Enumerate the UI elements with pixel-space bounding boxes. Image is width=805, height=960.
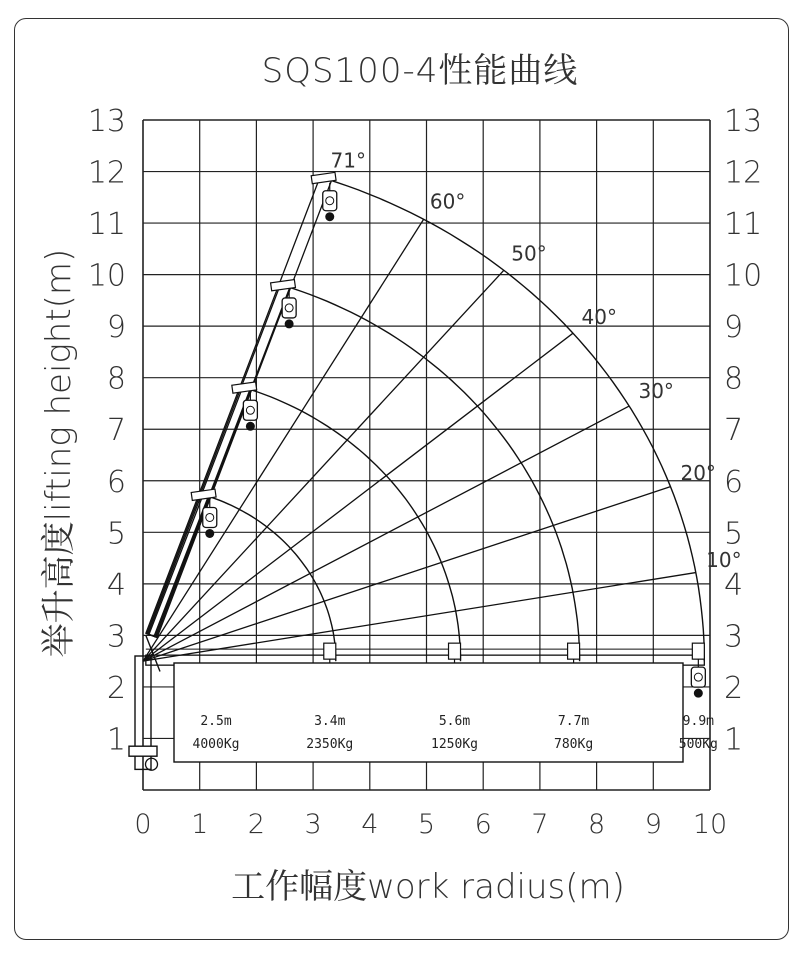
y-tick-label-left: 5 <box>106 516 126 552</box>
y-tick-label-right: 11 <box>724 207 763 243</box>
y-tick-label-right: 5 <box>724 516 744 552</box>
hook-pulley <box>203 507 217 527</box>
x-tick-label: 4 <box>361 809 379 840</box>
hook-weight <box>694 689 703 698</box>
angle-label: 60° <box>429 189 466 214</box>
y-tick-label-left: 4 <box>106 567 126 603</box>
hook-weight <box>285 319 294 328</box>
load-table-radius: 2.5m <box>200 714 232 729</box>
y-tick-label-right: 3 <box>724 619 744 655</box>
load-table-load: 4000Kg <box>192 737 240 752</box>
y-tick-label-right: 9 <box>724 310 744 346</box>
boom-tip <box>324 643 336 659</box>
y-tick-label-right: 2 <box>724 670 744 706</box>
boom-head <box>191 489 216 500</box>
y-tick-label-right: 7 <box>724 413 744 449</box>
angle-label: 30° <box>638 379 674 404</box>
hook-block <box>243 392 257 431</box>
hook-pulley <box>243 400 257 420</box>
y-tick-label-right: 10 <box>724 258 763 294</box>
angle-label: 10° <box>706 548 742 573</box>
x-axis-label: 工作幅度work radius(m) <box>231 867 625 907</box>
angle-ray <box>143 270 504 661</box>
x-tick-label: 3 <box>304 809 322 840</box>
boom-arc <box>206 496 336 662</box>
hook-pulley <box>323 191 337 211</box>
hook-weight <box>205 529 214 538</box>
x-tick-label: 1 <box>191 809 209 840</box>
angle-ray <box>143 573 696 662</box>
x-tick-label: 6 <box>474 809 492 840</box>
boom-head <box>271 280 296 291</box>
y-tick-label-right: 8 <box>724 361 744 397</box>
crane-base <box>129 746 157 756</box>
load-table-radius: 5.6m <box>438 714 471 729</box>
hook-block <box>323 183 337 222</box>
chart-title: SQS100-4性能曲线 <box>261 51 579 91</box>
load-table-radius: 9.9m <box>682 714 714 729</box>
load-table-radius: 7.7m <box>557 714 590 729</box>
y-tick-label-right: 13 <box>724 104 763 139</box>
hook-weight <box>325 212 334 221</box>
y-axis-label: 举升高度lifting height(m) <box>39 248 79 658</box>
y-tick-label-right: 6 <box>724 464 744 500</box>
y-tick-label-left: 2 <box>106 670 126 706</box>
hook-weight <box>246 422 255 431</box>
y-tick-label-right: 4 <box>724 567 744 603</box>
x-tick-label: 8 <box>588 809 606 840</box>
boom-arc <box>285 286 579 661</box>
load-table-radius: 3.4m <box>314 714 346 729</box>
angle-label: 71° <box>330 148 366 173</box>
boom-tip <box>449 643 461 659</box>
x-tick-label: 2 <box>247 809 265 840</box>
x-tick-label: 0 <box>134 809 152 840</box>
y-tick-label-right: 12 <box>724 155 763 191</box>
load-table-load: 2350Kg <box>306 737 354 752</box>
y-tick-label-left: 8 <box>106 361 126 397</box>
load-table-box <box>174 663 683 762</box>
y-tick-label-left: 1 <box>106 722 126 758</box>
y-tick-label-left: 11 <box>87 207 126 243</box>
boom-tip <box>568 643 580 659</box>
x-tick-label: 10 <box>692 809 728 840</box>
y-tick-label-left: 12 <box>87 155 126 191</box>
hook-pulley <box>691 667 705 687</box>
load-table-load: 1250Kg <box>431 737 479 752</box>
y-tick-label-left: 13 <box>87 104 126 139</box>
y-tick-label-left: 3 <box>106 619 126 655</box>
hook-pulley <box>282 298 296 318</box>
boom-head <box>311 172 336 183</box>
x-tick-label: 5 <box>417 809 436 840</box>
x-tick-label: 7 <box>531 809 549 840</box>
boom-head <box>232 382 257 393</box>
x-tick-label: 9 <box>644 809 662 840</box>
y-tick-label-right: 1 <box>724 722 744 758</box>
y-tick-label-left: 10 <box>87 258 126 294</box>
load-table-load: 780Kg <box>554 737 594 752</box>
hook-block <box>282 290 296 329</box>
load-table <box>174 663 718 762</box>
y-tick-label-left: 7 <box>106 413 126 449</box>
boom-tip <box>692 643 704 659</box>
load-table-load: 500Kg <box>678 737 718 752</box>
angle-label: 50° <box>511 241 547 266</box>
y-tick-label-left: 6 <box>106 464 126 500</box>
angle-label: 20° <box>680 461 716 486</box>
y-tick-label-left: 9 <box>106 310 126 346</box>
angle-label: 40° <box>581 305 617 330</box>
